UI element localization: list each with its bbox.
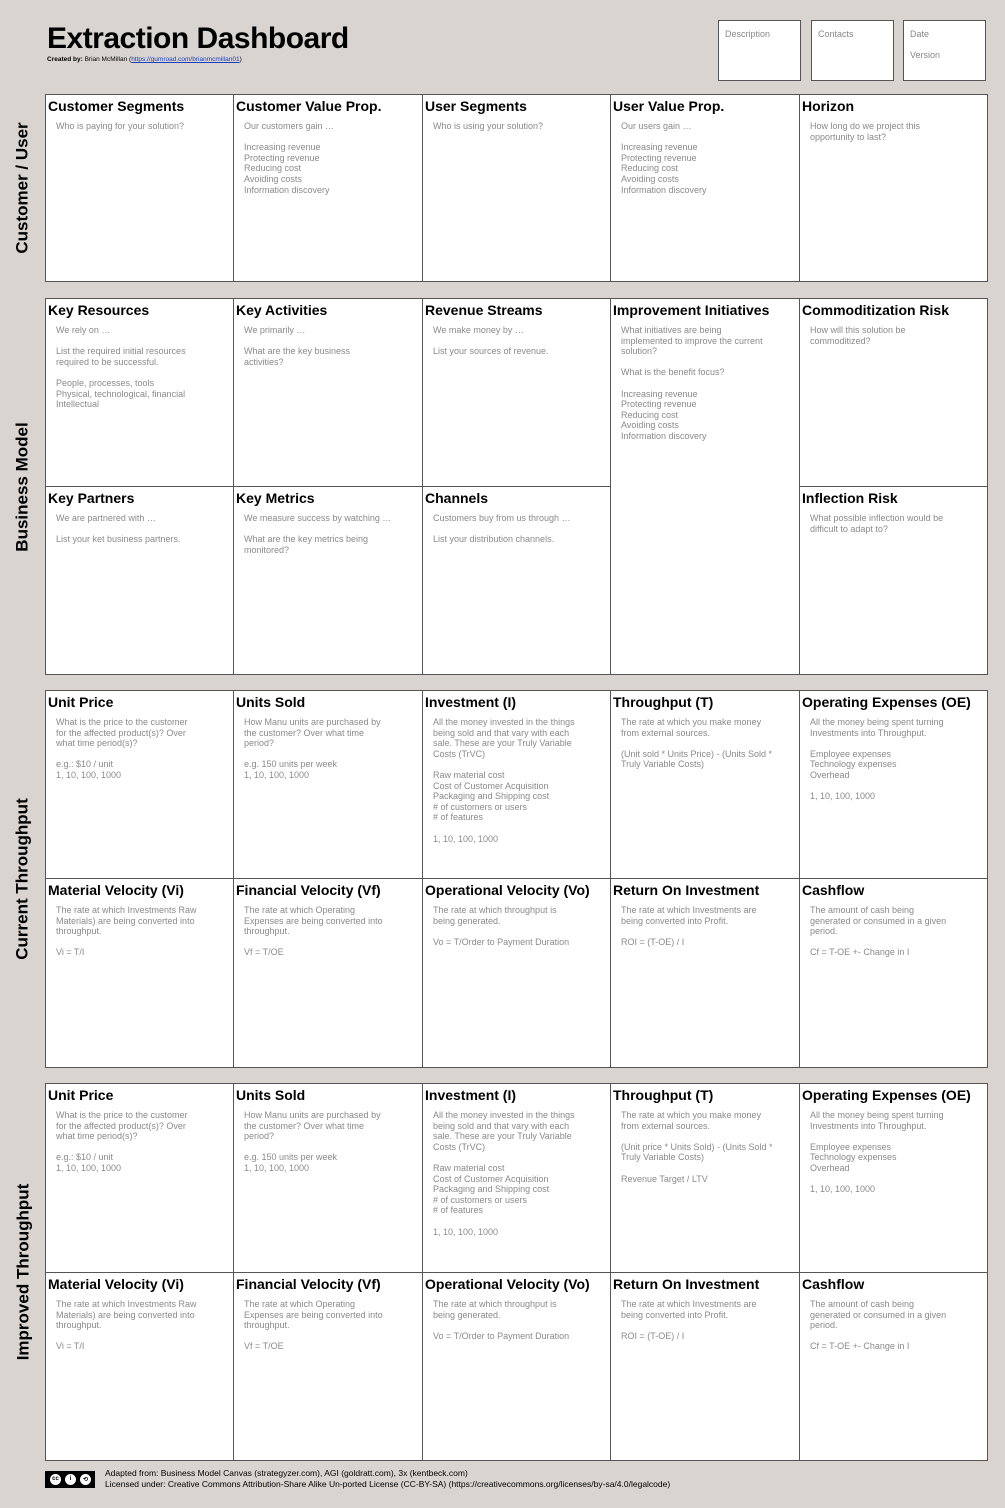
cell-prompt: All the money being spent turning Investments into Throughput. Employee expenses Technology expenses Overhead 1, 10, 100, 1000 [810,1110,944,1195]
cell-current-throughput[interactable] [610,690,800,879]
cell-title: Material Velocity (Vi) [48,1276,184,1292]
cell-title: User Segments [425,98,527,114]
cell-prompt: The amount of cash being generated or consumed in a given period. Cf = T-OE +- Change in I [810,1299,947,1352]
contacts-label: Contacts [818,29,854,39]
cell-title: Units Sold [236,694,306,710]
cell-user-value-prop[interactable] [610,94,800,282]
cell-title: Throughput (T) [613,694,714,710]
cell-improved-units-sold[interactable] [233,1083,423,1273]
cell-improved-operational-velocity[interactable] [422,1272,611,1461]
cell-prompt: We primarily … What are the key business activities? [244,325,351,367]
cell-title: Operating Expenses (OE) [802,1087,971,1103]
cell-key-resources[interactable] [45,298,234,487]
cell-improved-cashflow[interactable] [799,1272,988,1461]
cell-prompt: The rate at which Investments are being converted into Profit. ROI = (T-OE) / I [621,1299,757,1341]
cell-prompt: How Manu units are purchased by the customer? Over what time period? e.g. 150 units per week 1, 10, 100, 1000 [244,1110,381,1173]
cell-prompt: How long do we project this opportunity to last? [810,121,921,142]
cell-title: Cashflow [802,1276,865,1292]
cell-title: Units Sold [236,1087,306,1103]
cell-commoditization-risk[interactable] [799,298,988,487]
cell-title: Operational Velocity (Vo) [425,882,590,898]
version-label: Version [910,50,941,60]
cell-prompt: The amount of cash being generated or consumed in a given period. Cf = T-OE +- Change in I [810,905,947,958]
cell-improved-financial-velocity[interactable] [233,1272,423,1461]
cell-title: Operating Expenses (OE) [802,694,971,710]
cell-title: Inflection Risk [802,490,898,506]
description-label: Description [725,29,771,39]
cell-prompt: We rely on … List the required initial resources required to be successful. People, processes, tools Physical, technological, financial Intellectual [56,325,186,410]
cell-title: Financial Velocity (Vf) [236,882,381,898]
cell-title: Key Partners [48,490,135,506]
cell-prompt: Customers buy from us through … List your distribution channels. [433,513,571,545]
cell-title: Operational Velocity (Vo) [425,1276,590,1292]
section-label-customer-user: Customer / User [13,122,33,254]
cell-prompt: We make money by … List your sources of revenue. [433,325,549,357]
cell-prompt: The rate at which Operating Expenses are being converted into throughput. Vf = T/OE [244,1299,383,1352]
cell-prompt: Our customers gain … Increasing revenue Protecting revenue Reducing cost Avoiding costs Information discovery [244,121,335,195]
cell-title: Improvement Initiatives [613,302,770,318]
cell-current-material-velocity[interactable] [45,878,234,1068]
cell-prompt: The rate at which you make money from external sources. (Unit price * Units Sold) - (Units Sold * Truly Variable Costs) Revenue Target / LTV [621,1110,773,1184]
cell-prompt: We measure success by watching … What are the key metrics being monitored? [244,513,392,555]
cell-prompt: The rate at which throughput is being generated. Vo = T/Order to Payment Duration [433,1299,570,1341]
cell-key-metrics[interactable] [233,486,423,675]
cell-title: Channels [425,490,489,506]
cell-title: Commoditization Risk [802,302,950,318]
cell-prompt: What is the price to the customer for the affected product(s)? Over what time period(s)? e.g.: $10 / unit 1, 10, 100, 1000 [56,717,188,780]
cell-title: Return On Investment [613,1276,760,1292]
cell-improved-investment[interactable] [422,1083,611,1273]
section-label-business-model: Business Model [13,421,33,552]
cell-title: Investment (I) [425,694,517,710]
cell-current-operating-expenses[interactable] [799,690,988,879]
cell-improved-throughput[interactable] [610,1083,800,1273]
cell-prompt: The rate at which you make money from external sources. (Unit sold * Units Price) - (Units Sold * Truly Variable Costs) [621,717,773,770]
date-version-box[interactable] [903,20,986,81]
cell-prompt: All the money being spent turning Investments into Throughput. Employee expenses Technology expenses Overhead 1, 10, 100, 1000 [810,717,944,802]
cell-current-cashflow[interactable] [799,878,988,1068]
cell-prompt: Our users gain … Increasing revenue Protecting revenue Reducing cost Avoiding costs Information discovery [621,121,707,195]
cell-prompt: How Manu units are purchased by the customer? Over what time period? e.g. 150 units per week 1, 10, 100, 1000 [244,717,381,780]
cell-improved-unit-price[interactable] [45,1083,234,1273]
footer-attribution: Adapted from: Business Model Canvas (strategyzer.com), AGI (goldratt.com), 3x (kentbeck.com) [105,1468,468,1478]
contacts-box[interactable] [811,20,894,81]
cell-title: Customer Value Prop. [236,98,382,114]
cell-customer-segments[interactable] [45,94,234,282]
cell-prompt: How will this solution be commoditized? [810,325,906,346]
cell-channels[interactable] [422,486,611,675]
cell-title: Unit Price [48,1087,114,1103]
cell-prompt: What initiatives are being implemented to improve the current solution? What is the benefit focus? Increasing revenue Protecting revenue Reducing cost Avoiding costs Information discovery [621,325,763,441]
cell-current-units-sold[interactable] [233,690,423,879]
created-by-link[interactable]: https://gumroad.com/brianmcmillan01 [131,56,240,63]
cell-prompt: The rate at which Investments are being converted into Profit. ROI = (T-OE) / I [621,905,757,947]
cell-title: Return On Investment [613,882,760,898]
cell-key-activities[interactable] [233,298,423,487]
cell-current-roi[interactable] [610,878,800,1068]
cell-improved-operating-expenses[interactable] [799,1083,988,1273]
cell-prompt: What is the price to the customer for the affected product(s)? Over what time period(s)? e.g.: $10 / unit 1, 10, 100, 1000 [56,1110,188,1173]
cell-horizon[interactable] [799,94,988,282]
cell-title: Cashflow [802,882,865,898]
cell-prompt: The rate at which Investments Raw Materials) are being converted into throughput. Vi = T/I [56,905,197,958]
byline: Created by: Brian McMillan (https://gumroad.com/brianmcmillan01) [47,56,242,63]
section-label-improved-throughput: Improved Throughput [13,1183,32,1360]
cell-improved-material-velocity[interactable] [45,1272,234,1461]
cell-title: Revenue Streams [425,302,543,318]
cell-current-unit-price[interactable] [45,690,234,879]
cell-title: Unit Price [48,694,114,710]
cell-prompt: We are partnered with … List your ket business partners. [56,513,181,545]
cell-prompt: The rate at which Operating Expenses are being converted into throughput. Vf = T/OE [244,905,383,958]
cell-prompt: All the money invested in the things being sold and that vary with each sale. These are your Truly Variable Costs (TrVC) Raw material cost Cost of Customer Acquisition Packaging and Shipping cost # of customers or users # of features 1, 10, 100, 1000 [433,717,575,844]
cell-inflection-risk[interactable] [799,486,988,675]
cell-current-operational-velocity[interactable] [422,878,611,1068]
page-title: Extraction Dashboard [47,22,349,55]
cell-improvement-initiatives[interactable] [610,298,800,675]
description-box[interactable] [718,20,801,81]
footer [45,1468,670,1490]
cell-current-financial-velocity[interactable] [233,878,423,1068]
cell-current-investment[interactable] [422,690,611,879]
cell-prompt: All the money invested in the things being sold and that vary with each sale. These are your Truly Variable Costs (TrVC) Raw material cost Cost of Customer Acquisition Packaging and Shipping cost # of customers or users # of features 1, 10, 100, 1000 [433,1110,575,1237]
cell-prompt: Who is using your solution? [433,121,544,131]
created-by-name: Brian McMillan [84,56,128,63]
created-by-label: Created by: [47,56,83,63]
cell-prompt: The rate at which throughput is being generated. Vo = T/Order to Payment Duration [433,905,570,947]
cell-title: Horizon [802,98,855,114]
cell-prompt: The rate at which Investments Raw Materials) are being converted into throughput. Vi = T/I [56,1299,197,1352]
cell-prompt: Who is paying for your solution? [56,121,185,131]
cell-key-partners[interactable] [45,486,234,675]
cell-improved-roi[interactable] [610,1272,800,1461]
cell-title: Material Velocity (Vi) [48,882,184,898]
cell-title: Key Activities [236,302,328,318]
cell-user-segments[interactable] [422,94,611,282]
cell-title: User Value Prop. [613,98,725,114]
cell-customer-value-prop[interactable] [233,94,423,282]
cell-title: Throughput (T) [613,1087,714,1103]
cell-title: Key Resources [48,302,150,318]
cell-title: Customer Segments [48,98,185,114]
footer-license: Licensed under: Creative Commons Attribution-Share Alike Un-ported License (CC-BY-SA) (https://creativecommons.org/licenses/by-sa/4.0/legalcode) [105,1479,671,1489]
cell-title: Financial Velocity (Vf) [236,1276,381,1292]
cc-by-sa-icon: cc i ⟲ [45,1471,95,1488]
cell-prompt: What possible inflection would be difficult to adapt to? [810,513,944,534]
cell-revenue-streams[interactable] [422,298,611,487]
cell-title: Investment (I) [425,1087,517,1103]
cell-title: Key Metrics [236,490,315,506]
date-label: Date [910,29,930,39]
section-label-current-throughput: Current Throughput [13,797,32,960]
